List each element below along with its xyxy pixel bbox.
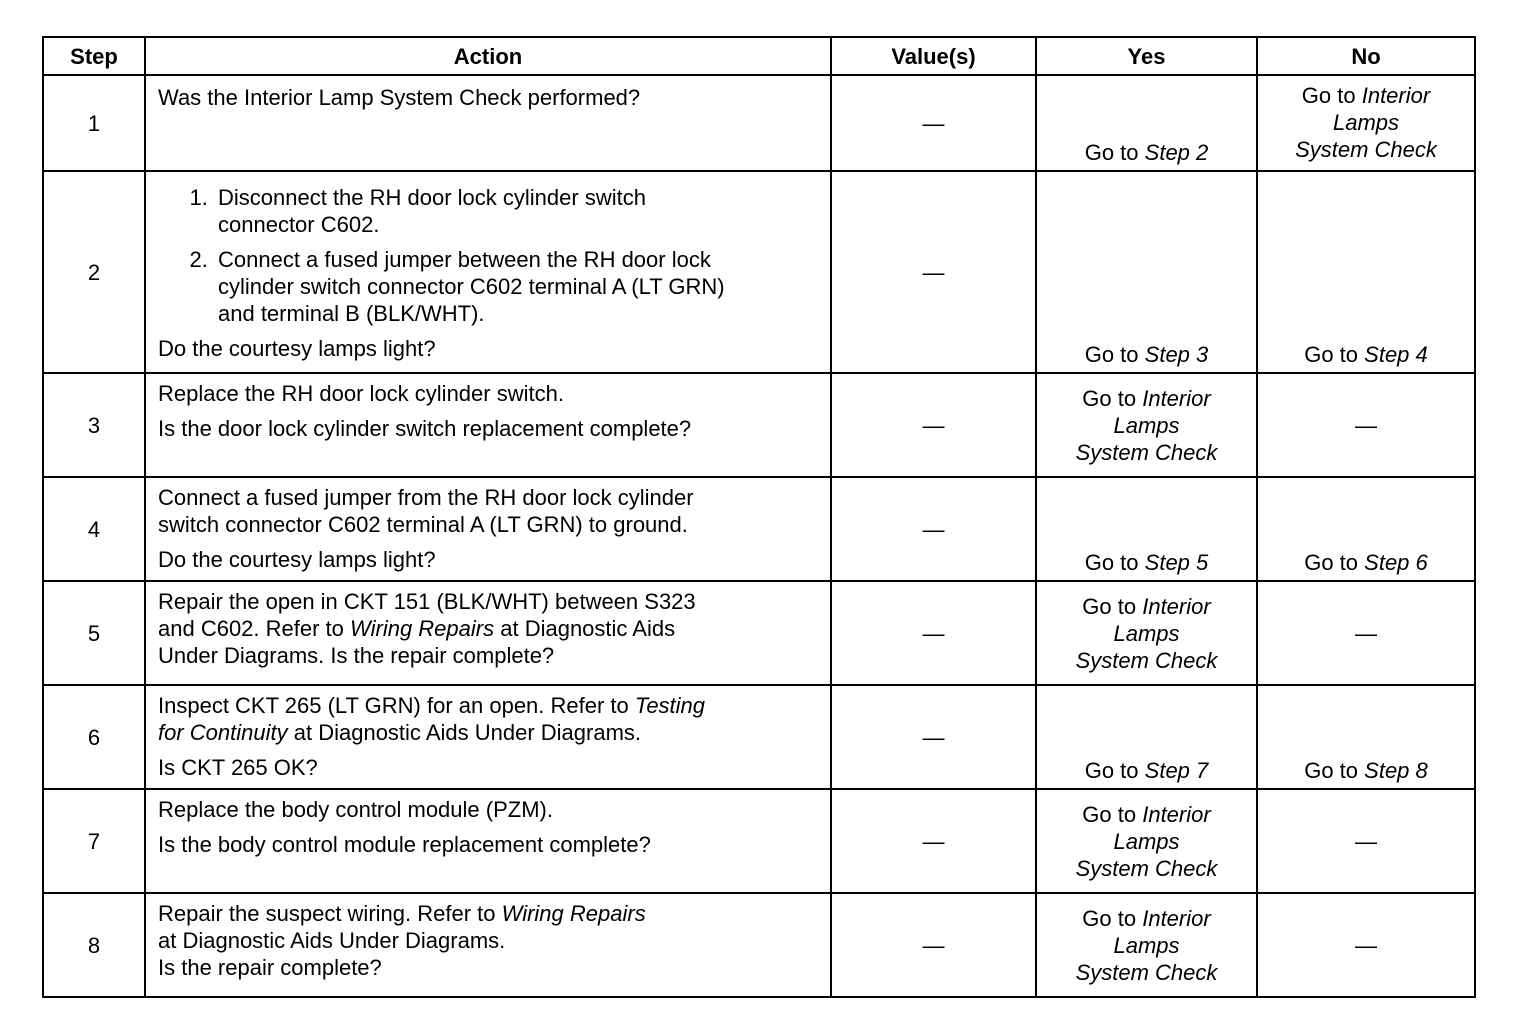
yes-ref: Step 2 — [1144, 140, 1209, 165]
action-cell — [145, 477, 831, 581]
yes-cell — [1036, 581, 1257, 685]
yes-ref-line2: Lamps — [1113, 620, 1180, 646]
step-number: 6 — [43, 685, 145, 789]
step-number: 4 — [43, 477, 145, 581]
table-row — [43, 893, 1475, 997]
table-row — [43, 581, 1475, 685]
yes-cell — [1036, 477, 1257, 581]
action-text-line: switch connector C602 terminal A (LT GRN) to ground. — [158, 512, 688, 537]
action-question: Is CKT 265 OK? — [158, 755, 318, 780]
value-cell — [831, 789, 1036, 893]
action-question: Is the body control module replacement complete? — [158, 832, 651, 857]
go-to-label: Go to — [1082, 905, 1137, 931]
action-cell — [145, 789, 831, 893]
table-row — [43, 789, 1475, 893]
go-to-label: Go to — [1304, 758, 1359, 783]
action-question: Is the door lock cylinder switch replacement complete? — [158, 416, 692, 441]
header-yes: Yes — [1036, 37, 1257, 75]
header-no: No — [1257, 37, 1475, 75]
dash: — — [922, 110, 945, 136]
go-to-label: Go to — [1082, 593, 1137, 619]
action-question: Do the courtesy lamps light? — [158, 547, 436, 572]
action-cell — [145, 373, 831, 477]
action-text-line: at Diagnostic Aids Under Diagrams. — [158, 928, 506, 953]
go-to-label: Go to — [1084, 550, 1139, 575]
dash: — — [922, 516, 945, 542]
header-values: Value(s) — [831, 37, 1036, 75]
step-number: 8 — [43, 893, 145, 997]
action-text: Was the Interior Lamp System Check performed? — [158, 85, 641, 110]
action-text-line: Connect a fused jumper from the RH door lock cylinder — [158, 485, 694, 510]
no-cell — [1257, 685, 1475, 789]
dash: — — [922, 620, 945, 646]
no-ref-line1: Interior — [1361, 83, 1431, 108]
go-to-label: Go to — [1304, 342, 1359, 367]
no-ref: Step 6 — [1364, 550, 1428, 575]
action-steps-list — [158, 184, 820, 327]
no-cell — [1257, 75, 1475, 171]
value-cell — [831, 373, 1036, 477]
reference-link-text: for Continuity — [158, 720, 288, 745]
action-question: Is the repair complete? — [158, 955, 382, 980]
reference-link-text: Wiring Repairs — [501, 901, 646, 926]
no-cell — [1257, 893, 1475, 997]
list-item: 1. Disconnect the RH door lock cylinder switch connector C602. — [214, 184, 820, 238]
table-row — [43, 75, 1475, 171]
value-cell — [831, 581, 1036, 685]
go-to-label: Go to — [1084, 758, 1139, 783]
list-item: 2. Connect a fused jumper between the RH door lock cylinder switch connector C602 terminal A (LT GRN) and terminal B (BLK/WHT). — [214, 246, 820, 327]
go-to-label: Go to — [1301, 83, 1356, 108]
action-text: Replace the body control module (PZM). — [158, 797, 553, 822]
value-cell — [831, 477, 1036, 581]
action-cell — [145, 685, 831, 789]
table-row — [43, 685, 1475, 789]
yes-ref-line1: Interior — [1142, 905, 1211, 931]
header-step: Step — [43, 37, 145, 75]
yes-ref-line1: Interior — [1142, 385, 1211, 411]
reference-link-text: Testing — [634, 693, 706, 718]
yes-ref-line3: System Check — [1075, 855, 1218, 881]
go-to-label: Go to — [1084, 140, 1139, 165]
no-ref: Step 8 — [1364, 758, 1428, 783]
action-text-line: and C602. Refer to Wiring Repairs at Diagnostic Aids — [158, 616, 676, 641]
go-to-label: Go to — [1082, 385, 1137, 411]
yes-ref-line2: Lamps — [1113, 412, 1180, 438]
no-ref-line3: System Check — [1295, 137, 1437, 162]
yes-cell — [1036, 75, 1257, 171]
action-question: Under Diagrams. Is the repair complete? — [158, 643, 555, 668]
action-text-line: for Continuity at Diagnostic Aids Under Diagrams. — [158, 720, 642, 745]
yes-cell — [1036, 893, 1257, 997]
value-cell — [831, 75, 1036, 171]
yes-cell — [1036, 171, 1257, 373]
action-cell — [145, 893, 831, 997]
dash: — — [922, 932, 945, 958]
header-row — [43, 37, 1475, 75]
table-row — [43, 373, 1475, 477]
yes-ref-line2: Lamps — [1113, 828, 1180, 854]
dash: — — [922, 724, 945, 750]
value-cell — [831, 171, 1036, 373]
yes-ref-line3: System Check — [1075, 439, 1218, 465]
no-cell — [1257, 373, 1475, 477]
yes-ref: Step 3 — [1144, 342, 1209, 367]
dash: — — [1355, 932, 1377, 958]
yes-ref-line1: Interior — [1142, 593, 1211, 619]
header-action: Action — [145, 37, 831, 75]
reference-link-text: Wiring Repairs — [350, 616, 495, 641]
no-ref-line2: Lamps — [1332, 110, 1400, 135]
dash: — — [922, 412, 945, 438]
action-question: Do the courtesy lamps light? — [158, 336, 436, 361]
value-cell — [831, 685, 1036, 789]
yes-cell — [1036, 789, 1257, 893]
yes-cell — [1036, 685, 1257, 789]
yes-ref-line3: System Check — [1075, 647, 1218, 673]
yes-ref-line3: System Check — [1075, 959, 1218, 985]
yes-ref-line1: Interior — [1142, 801, 1211, 827]
dash: — — [922, 259, 945, 285]
dash: — — [922, 828, 945, 854]
yes-ref-line2: Lamps — [1113, 932, 1180, 958]
diagnostic-table — [42, 36, 1476, 998]
go-to-label: Go to — [1304, 550, 1359, 575]
go-to-label: Go to — [1082, 801, 1137, 827]
step-number: 7 — [43, 789, 145, 893]
no-cell — [1257, 581, 1475, 685]
step-number: 3 — [43, 373, 145, 477]
step-number: 5 — [43, 581, 145, 685]
step-number: 2 — [43, 171, 145, 373]
no-cell — [1257, 789, 1475, 893]
table-row — [43, 477, 1475, 581]
table-row — [43, 171, 1475, 373]
dash: — — [1355, 412, 1377, 438]
action-cell — [145, 171, 831, 373]
action-text-line: Repair the suspect wiring. Refer to Wiring Repairs — [158, 901, 646, 926]
dash: — — [1355, 620, 1377, 646]
action-text-line: Repair the open in CKT 151 (BLK/WHT) between S323 — [158, 589, 696, 614]
dash: — — [1355, 828, 1377, 854]
value-cell — [831, 893, 1036, 997]
action-cell — [145, 75, 831, 171]
action-text-line: Inspect CKT 265 (LT GRN) for an open. Refer to Testing — [158, 693, 706, 718]
yes-ref: Step 5 — [1144, 550, 1209, 575]
step-number: 1 — [43, 75, 145, 171]
yes-cell — [1036, 373, 1257, 477]
action-text: Replace the RH door lock cylinder switch. — [158, 381, 564, 406]
action-cell — [145, 581, 831, 685]
no-cell — [1257, 171, 1475, 373]
no-ref: Step 4 — [1364, 342, 1428, 367]
go-to-label: Go to — [1084, 342, 1139, 367]
no-cell — [1257, 477, 1475, 581]
yes-ref: Step 7 — [1144, 758, 1209, 783]
